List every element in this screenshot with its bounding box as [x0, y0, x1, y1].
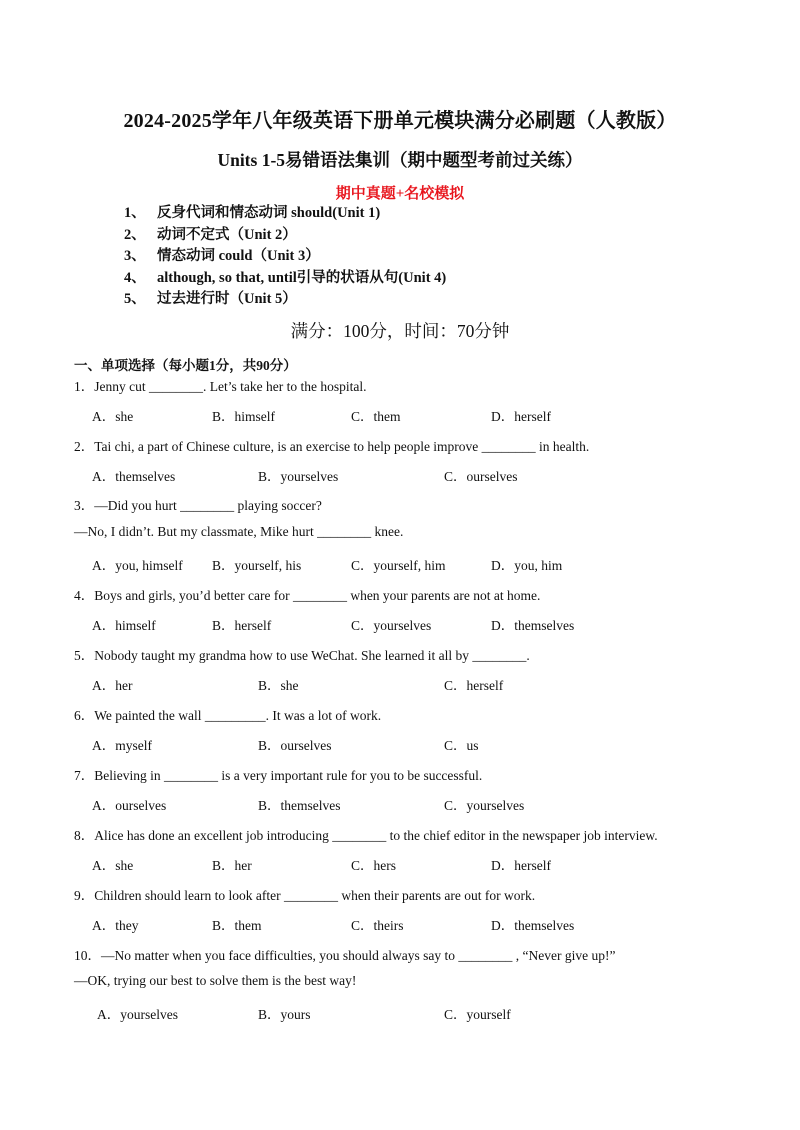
question-number: 8．	[74, 828, 95, 843]
question-10	[74, 944, 616, 964]
option-c: C．herself	[444, 678, 504, 693]
question-1	[74, 375, 366, 395]
question-text: Children should learn to look after ________ when their parents are out for work.	[94, 888, 536, 903]
question-text: Alice has done an excellent job introducing ________ to the chief editor in the newspaper job interview.	[94, 828, 658, 843]
option-d: D．herself	[491, 858, 551, 873]
question-3	[74, 494, 322, 514]
option-b: B．ourselves	[258, 738, 332, 753]
question-2	[74, 435, 589, 455]
page-subtitle: Units 1-5易错语法集训（期中题型考前过关练）	[217, 150, 583, 170]
option-a: A．themselves	[92, 469, 176, 484]
option-a: A．myself	[92, 738, 152, 753]
topic-text: 动词不定式（Unit 2）	[157, 226, 297, 243]
topic-item	[124, 225, 446, 247]
option-b: B．herself	[212, 618, 272, 633]
question-5	[74, 644, 530, 664]
question-number: 5．	[74, 648, 95, 663]
option-b: B．himself	[212, 409, 275, 424]
option-a: A．she	[92, 858, 134, 873]
topic-number: 5、	[124, 291, 146, 307]
question-number: 2．	[74, 439, 95, 454]
option-c: C．yourself, him	[351, 558, 446, 573]
question-text: Nobody taught my grandma how to use WeChat. She learned it all by ________.	[94, 648, 530, 663]
option-a: A．ourselves	[92, 798, 167, 813]
topic-list	[124, 203, 446, 311]
question-number: 9．	[74, 888, 95, 903]
section-heading: 一、单项选择（每小题1分，共90分）	[74, 358, 297, 373]
question-3-reply: —No, I didn’t. But my classmate, Mike hurt ________ knee.	[74, 524, 404, 539]
topic-number: 1、	[124, 205, 146, 221]
option-c: C．theirs	[351, 918, 404, 933]
question-6	[74, 704, 381, 724]
question-number: 4．	[74, 588, 95, 603]
option-a: A．yourselves	[97, 1007, 178, 1022]
option-a: A．they	[92, 918, 139, 933]
topic-number: 3、	[124, 248, 146, 264]
option-c: C．yourself	[444, 1007, 511, 1022]
question-text: —No matter when you face difficulties, you should always say to ________ , “Never give up!”	[101, 948, 616, 963]
option-c: C．us	[444, 738, 479, 753]
option-a: A．her	[92, 678, 133, 693]
question-number: 1．	[74, 379, 95, 394]
question-text: We painted the wall _________. It was a lot of work.	[94, 708, 382, 723]
topic-number: 2、	[124, 226, 146, 243]
option-d: D．herself	[491, 409, 551, 424]
option-b: B．them	[212, 918, 262, 933]
topic-text: 反身代词和情态动词 should(Unit 1)	[157, 205, 381, 221]
question-text: Jenny cut ________. Let’s take her to the hospital.	[94, 379, 367, 394]
option-a: A．she	[92, 409, 134, 424]
option-c: C．ourselves	[444, 469, 518, 484]
option-a: A．himself	[92, 618, 156, 633]
question-7	[74, 764, 482, 784]
score-time-info: 满分：100分，时间：70分钟	[290, 321, 510, 341]
option-c: C．yourselves	[444, 798, 525, 813]
question-text: Boys and girls, you’d better care for ________ when your parents are not at home.	[94, 588, 541, 603]
option-d: D．themselves	[491, 618, 575, 633]
option-c: C．yourselves	[351, 618, 432, 633]
topic-item	[124, 246, 446, 268]
topic-number: 4、	[124, 269, 146, 286]
page-title: 2024-2025学年八年级英语下册单元模块满分必刷题（人教版）	[123, 110, 677, 132]
question-text: —Did you hurt ________ playing soccer?	[94, 498, 322, 513]
topic-text: although, so that, until引导的状语从句(Unit 4)	[157, 269, 447, 286]
topic-item	[124, 268, 446, 290]
question-number: 7．	[74, 768, 95, 783]
option-d: D．themselves	[491, 918, 575, 933]
topic-item	[124, 203, 446, 225]
topic-item	[124, 289, 446, 311]
question-number: 10．	[74, 948, 101, 963]
option-b: B．yours	[258, 1007, 311, 1022]
question-8	[74, 824, 658, 844]
question-9	[74, 884, 535, 904]
option-b: B．yourself, his	[212, 558, 302, 573]
question-10-reply: —OK, trying our best to solve them is the best way!	[74, 973, 357, 988]
exam-source-tag: 期中真题+名校模拟	[335, 186, 465, 202]
option-b: B．themselves	[258, 798, 341, 813]
topic-text: 情态动词 could（Unit 3）	[157, 248, 320, 264]
option-b: B．she	[258, 678, 299, 693]
option-c: C．hers	[351, 858, 396, 873]
question-4	[74, 584, 540, 604]
question-number: 3．	[74, 498, 95, 513]
option-b: B．yourselves	[258, 469, 339, 484]
option-a: A．you, himself	[92, 558, 183, 573]
option-c: C．them	[351, 409, 401, 424]
question-number: 6．	[74, 708, 95, 723]
topic-text: 过去进行时（Unit 5）	[157, 291, 297, 307]
question-text: Believing in ________ is a very important rule for you to be successful.	[94, 768, 483, 783]
option-b: B．her	[212, 858, 252, 873]
question-text: Tai chi, a part of Chinese culture, is an exercise to help people improve ________ in health.	[94, 439, 590, 454]
option-d: D．you, him	[491, 558, 563, 573]
